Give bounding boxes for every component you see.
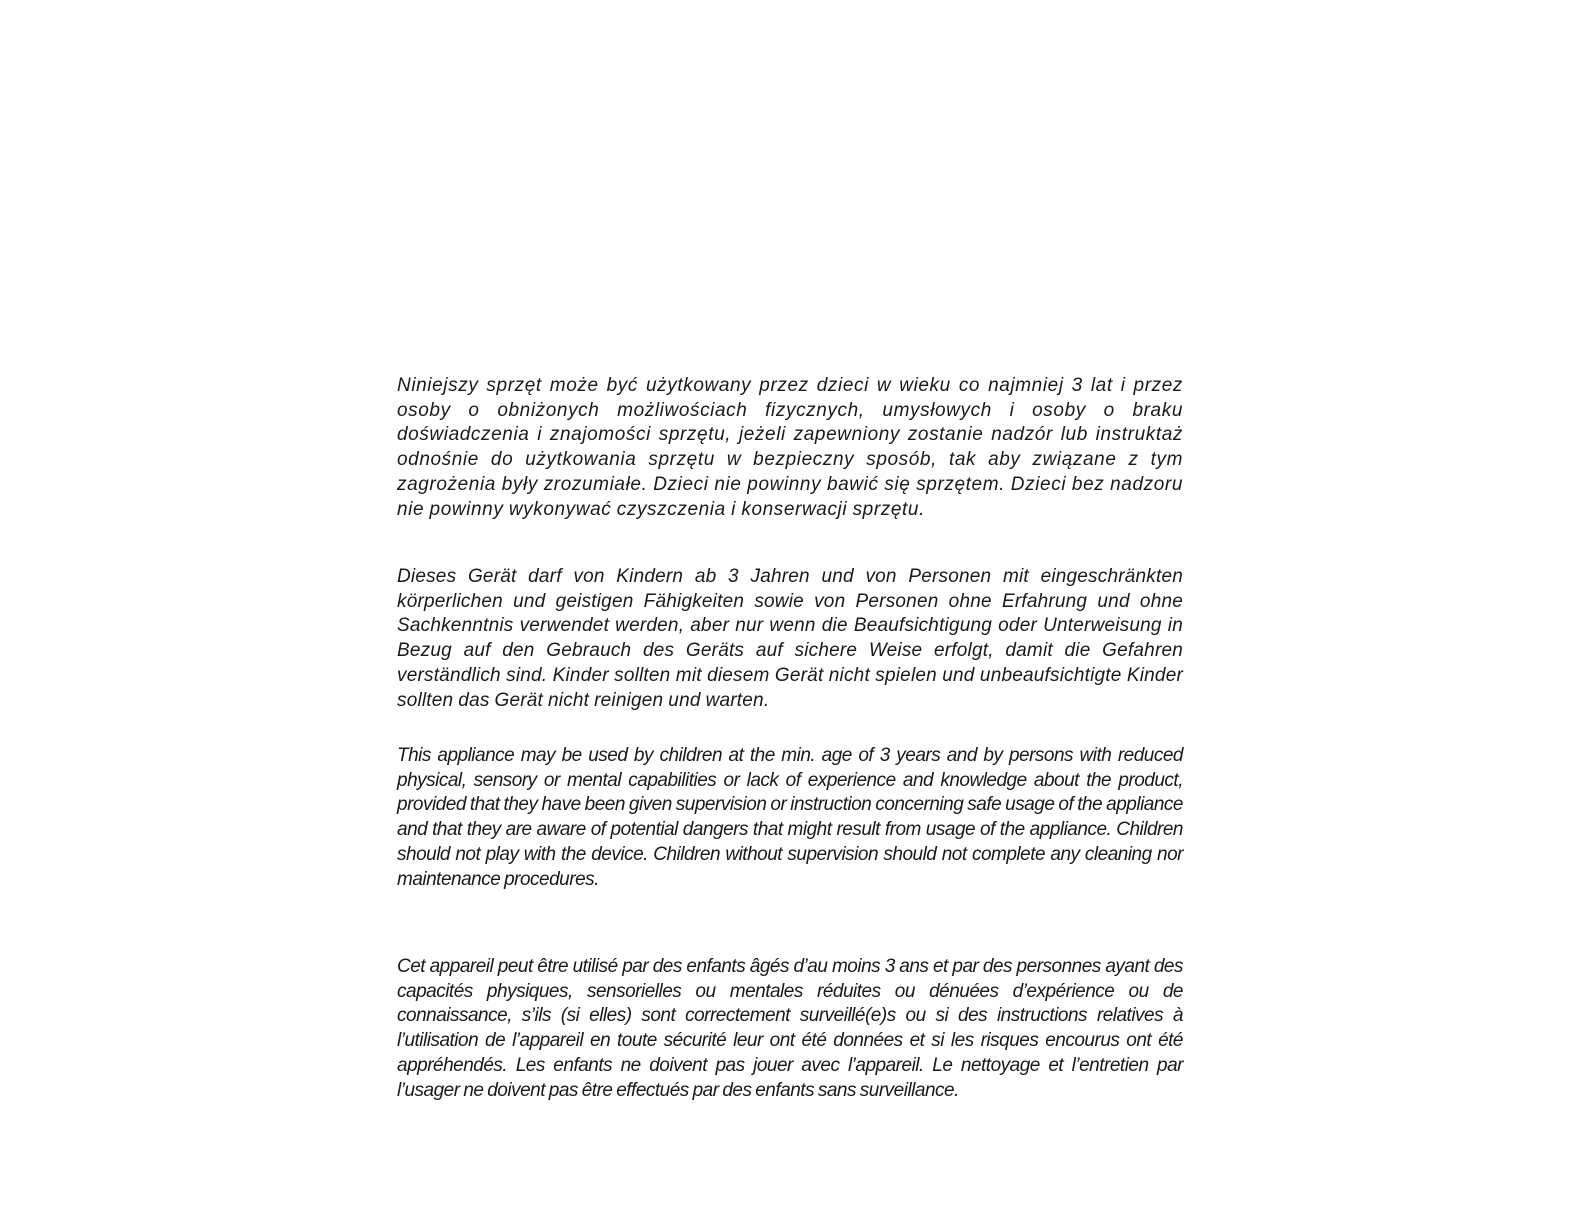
safety-notice-english: This appliance may be used by children at the min. age of 3 years and by persons with reduced physical, sensory or mental capabilities or lack of experience and knowledge about the product, provided that they have been given supervision or instruction concerning safe usage of the appliance and that they are aware of potential dangers that might result from usage of the appliance. Children should not play with the device. Children without supervision should not complete any cleaning nor maintenance procedures. <box>397 745 1183 890</box>
safety-notice-german: Dieses Gerät darf von Kindern ab 3 Jahren und von Personen mit eingeschränkten körperlichen und geistigen Fähigkeiten sowie von Personen ohne Erfahrung und ohne Sachkenntnis verwendet werden, aber nur wenn die Beaufsichtigung oder Unterweisung in Bezug auf den Gebrauch des Geräts auf sichere Weise erfolgt, damit die Gefahren verständlich sind. Kinder sollten mit diesem Gerät nicht spielen und unbeaufsichtigte Kinder sollten das Gerät nicht reinigen und warten. <box>397 566 1183 711</box>
safety-notice-polish: Niniejszy sprzęt może być użytkowany przez dzieci w wieku co najmniej 3 lat i przez osoby o obniżonych możliwościach fizycznych, umysłowych i osoby o braku doświadczenia i znajomości sprzętu, jeżeli zapewniony zostanie nadzór lub instruktaż odnośnie do użytkowania sprzętu w bezpieczny sposób, tak aby związane z tym zagrożenia były zrozumiałe. Dzieci nie powinny bawić się sprzętem. Dzieci bez nadzoru nie powinny wykonywać czyszczenia i konserwacji sprzętu. <box>397 375 1183 520</box>
safety-notice-french: Cet appareil peut être utilisé par des enfants âgés d’au moins 3 ans et par des personnes ayant des capacités physiques, sensorielles ou mentales réduites ou dénuées d’expérience ou de connaissance, s’ils (si elles) sont correctement surveillé(e)s ou si des instructions relatives à l’utilisation de l’appareil en toute sécurité leur ont été données et si les risques encourus ont été appréhendés. Les enfants ne doivent pas jouer avec l’appareil. Le nettoyage et l’entretien par l’usager ne doivent pas être effectués par des enfants sans surveillance. <box>397 956 1183 1101</box>
